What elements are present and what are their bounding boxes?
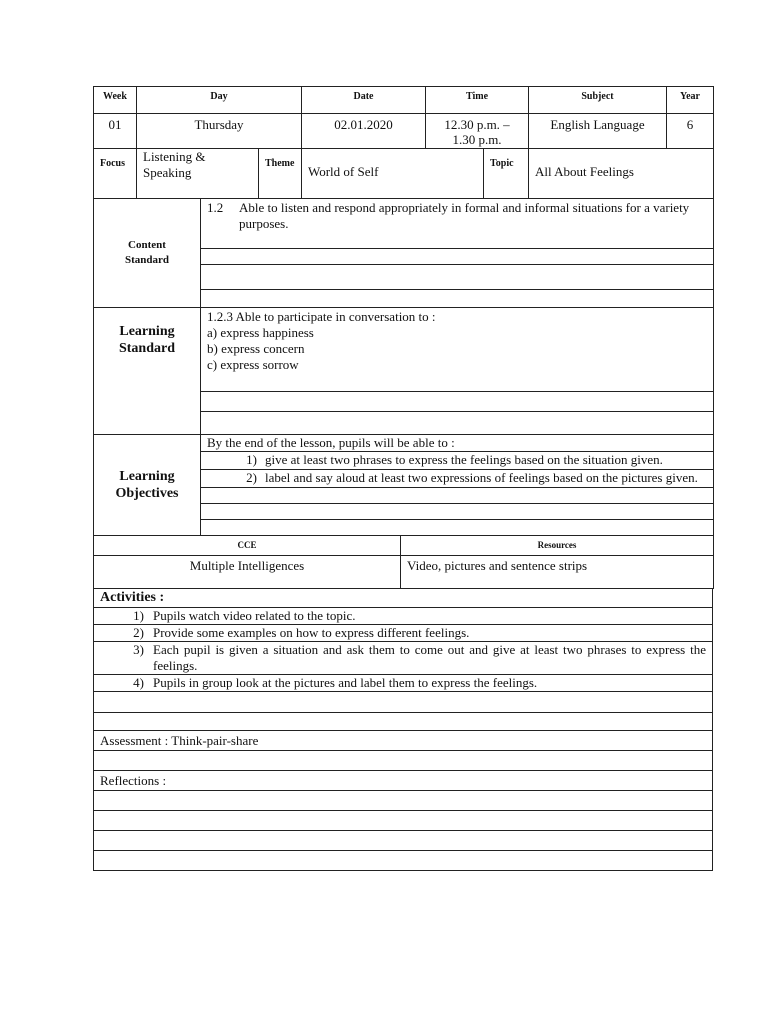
resources-value: Video, pictures and sentence strips <box>401 556 714 589</box>
week-value: 01 <box>94 114 137 149</box>
theme-label: Theme <box>259 149 302 199</box>
objective-item: 1) give at least two phrases to express the feelings based on the situation given. <box>94 452 714 470</box>
blank-row <box>94 811 713 831</box>
focus-label: Focus <box>94 149 137 199</box>
reflections-text: Reflections : <box>94 771 713 791</box>
lesson-plan-sheet <box>93 86 713 871</box>
year-header: Year <box>667 87 714 114</box>
blank-row <box>94 851 713 871</box>
cce-value: Multiple Intelligences <box>94 556 401 589</box>
activities-title: Activities : <box>94 589 713 608</box>
focus-value: Listening & Speaking <box>137 149 259 199</box>
subject-value: English Language <box>529 114 667 149</box>
year-value: 6 <box>667 114 714 149</box>
blank-row <box>94 831 713 851</box>
theme-value: World of Self <box>302 149 484 199</box>
header-table <box>93 86 714 149</box>
content-standard-text: 1.2 Able to listen and respond appropriately in formal and informal situations for a variety purposes. <box>201 199 714 249</box>
topic-label: Topic <box>484 149 529 199</box>
activity-item: 4) Pupils in group look at the pictures and label them to express the feelings. <box>94 675 713 692</box>
reflections-row <box>94 771 713 791</box>
time-value <box>426 114 529 149</box>
content-standard-row <box>94 199 714 249</box>
header-values-row <box>94 114 714 149</box>
time-header: Time <box>426 87 529 114</box>
activities-title-row <box>94 589 713 608</box>
activity-item: 3) Each pupil is given a situation and ask them to come out and give at least two phrases to express the feelings. <box>94 642 713 675</box>
resources-label: Resources <box>401 536 714 556</box>
learning-standard-text: 1.2.3 Able to participate in conversation to : a) express happiness b) express concern c) express sorrow <box>201 308 714 392</box>
activity-item: 2) Provide some examples on how to express different feelings. <box>94 625 713 642</box>
activity-item: 1) Pupils watch video related to the topic. <box>94 608 713 625</box>
blank-row <box>94 791 713 811</box>
focus-row <box>94 149 714 199</box>
cce-label: CCE <box>94 536 401 556</box>
learning-standard-label: Learning Standard <box>94 308 201 435</box>
date-header: Date <box>302 87 426 114</box>
topic-value: All About Feelings <box>529 149 714 199</box>
objective-item: 2) label and say aloud at least two expressions of feelings based on the pictures given. <box>94 470 714 488</box>
activities-table <box>93 588 713 871</box>
content-standard-number: 1.2 <box>207 200 224 215</box>
learning-standard-row <box>94 308 714 392</box>
learning-objectives-intro: By the end of the lesson, pupils will be able to : <box>201 435 714 452</box>
cce-table <box>93 535 714 589</box>
cce-header-row <box>94 536 714 556</box>
learning-objectives-label: Learning Objectives <box>94 435 201 536</box>
content-standard-label: Content Standard <box>94 199 201 308</box>
date-value: 02.01.2020 <box>302 114 426 149</box>
cce-value-row <box>94 556 714 589</box>
day-value: Thursday <box>137 114 302 149</box>
week-header: Week <box>94 87 137 114</box>
standards-table <box>93 198 714 536</box>
blank-row <box>94 692 713 713</box>
learning-objectives-intro-row <box>94 435 714 452</box>
assessment-text: Assessment : Think-pair-share <box>94 731 713 751</box>
day-header: Day <box>137 87 302 114</box>
subject-header: Subject <box>529 87 667 114</box>
blank-row <box>94 751 713 771</box>
assessment-row <box>94 731 713 751</box>
focus-table <box>93 148 714 199</box>
blank-row <box>94 713 713 731</box>
header-labels-row <box>94 87 714 114</box>
time-line-2: 1.30 p.m. <box>452 132 502 147</box>
time-line-1: 12.30 p.m. – <box>444 117 510 132</box>
